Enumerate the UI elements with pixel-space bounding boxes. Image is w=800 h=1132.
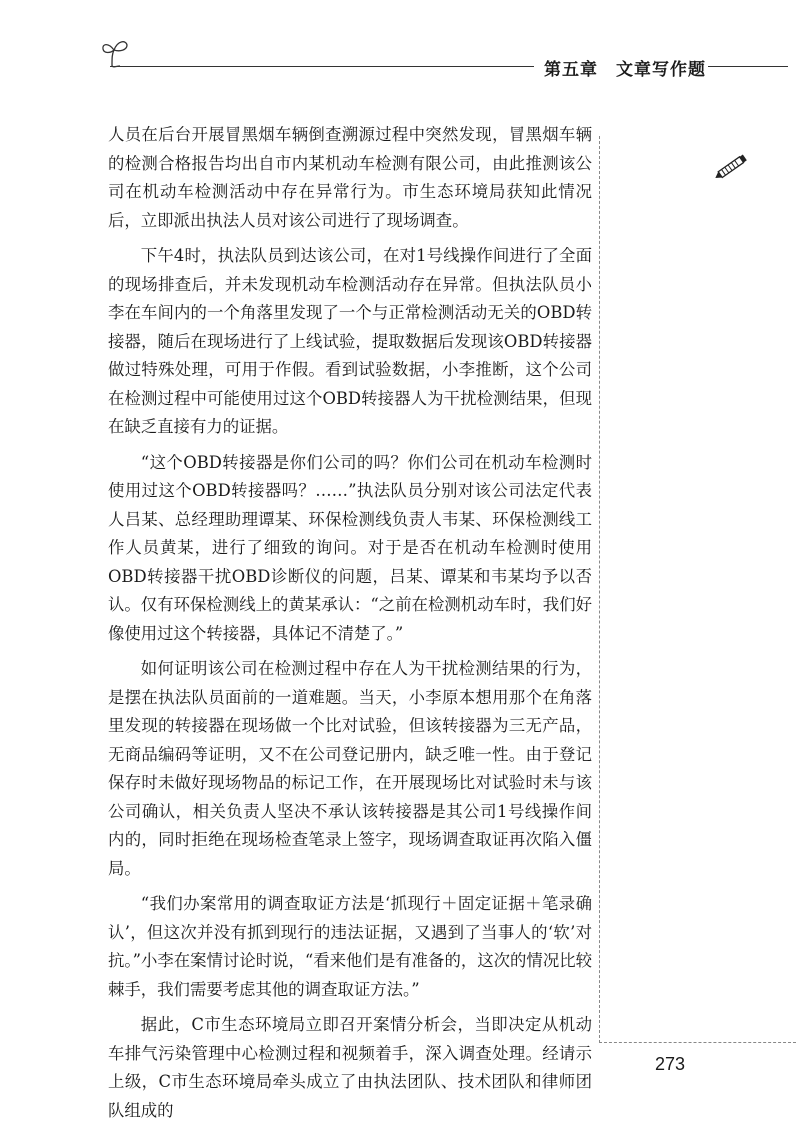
chapter-title: 第五章 文章写作题	[544, 60, 706, 80]
paragraph-continued: 人员在后台开展冒黑烟车辆倒查溯源过程中突然发现，冒黑烟车辆的检测合格报告均出自市内某机动车检测有限公司，由此推测该公司在机动车检测活动中存在异常行为。市生态环境局获知此情况后，立即派出执法人员对该公司进行了现场调查。	[108, 125, 592, 230]
header-rule-left	[110, 66, 534, 67]
paragraph: “我们办案常用的调查取证方法是‘抓现行＋固定证据＋笔录确认’，但这次并没有抓到现行的违法证据，又遇到了当事人的‘软’对抗。”小李在案情讨论时说，“看来他们是有准备的，这次的情况比较棘手，我们需要考虑其他的调查取证方法。”	[108, 894, 592, 999]
paragraph: 下午4时，执法队员到达该公司，在对1号线操作间进行了全面的现场排查后，并未发现机动车检测活动存在异常。但执法队员小李在车间内的一个角落里发现了一个与正常检测活动无关的OBD转接器，随后在现场进行了上线试验，提取数据后发现该OBD转接器做过特殊处理，可用于作假。看到试验数据，小李推断，这个公司在检测过程中可能使用过这个OBD转接器人为干扰检测结果，但现在缺乏直接有力的证据。	[108, 246, 592, 436]
paragraph: 据此，C市生态环境局立即召开案情分析会，当即决定从机动车排气污染管理中心检测过程和视频着手，深入调查处理。经请示上级，C市生态环境局牵头成立了由执法团队、技术团队和律师团队组成的	[108, 1015, 592, 1120]
paragraph: 如何证明该公司在检测过程中存在人为干扰检测结果的行为，是摆在执法队员面前的一道难题。当天，小李原本想用那个在角落里发现的转接器在现场做一个比对试验，但该转接器为三无产品，无商品编码等证明，又不在公司登记册内，缺乏唯一性。由于登记保存时未做好现场物品的标记工作，在开展现场比对试验时未与该公司确认，相关负责人坚决不承认该转接器是其公司1号线操作间内的，同时拒绝在现场检查笔录上签字，现场调查取证再次陷入僵局。	[108, 659, 592, 878]
paragraph: “这个OBD转接器是你们公司的吗？你们公司在机动车检测时使用过这个OBD转接器吗？……”执法队员分别对该公司法定代表人吕某、总经理助理谭某、环保检测线负责人韦某、环保检测线工作人员黄某，进行了细致的询问。对于是否在机动车检测时使用OBD转接器干扰OBD诊断仪的问题，吕某、谭某和韦某均予以否认。仅有环保检测线上的黄某承认：“之前在检测机动车时，我们好像使用过这个转接器，具体记不清楚了。”	[108, 452, 592, 643]
page-number: 273	[654, 1054, 686, 1074]
pen-icon	[712, 150, 752, 184]
notes-margin-box	[599, 136, 796, 1043]
body-text	[108, 121, 592, 1132]
header-rule-right	[708, 66, 788, 67]
